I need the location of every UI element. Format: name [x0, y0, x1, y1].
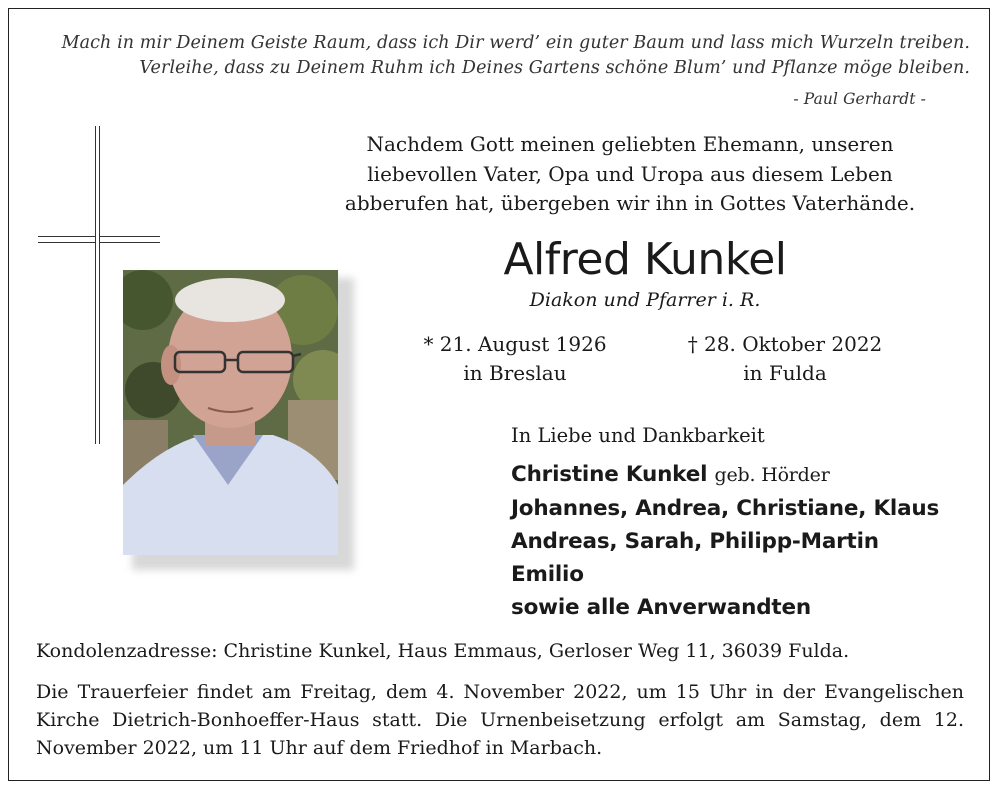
portrait-illustration	[123, 270, 338, 555]
mourner-line: Emilio	[511, 562, 584, 587]
death-place: in Fulda	[743, 361, 827, 385]
death-info	[655, 330, 915, 388]
portrait-photo	[123, 270, 338, 555]
cross-icon-bar	[38, 236, 160, 243]
intro-line: Nachdem Gott meinen geliebten Ehemann, unseren	[366, 132, 894, 156]
funeral-details: Die Trauerfeier findet am Freitag, dem 4. November 2022, um 15 Uhr in der Evangelischen Kirche Dietrich-Bonhoeffer-Haus statt. Die Urnenbeisetzung erfolgt am Samstag, dem 12. November 2022, um 11 Uhr auf dem Friedhof in Marbach.	[36, 681, 964, 759]
intro-text	[340, 130, 920, 219]
birth-date: * 21. August 1926	[423, 332, 607, 356]
quote-author: - Paul Gerhardt -	[793, 90, 926, 108]
condolence-address: Kondolenzadresse: Christine Kunkel, Haus Emmaus, Gerloser Weg 11, 36039 Fulda.	[36, 640, 850, 662]
deceased-name: Alfred Kunkel	[503, 234, 787, 285]
mourner-line: Andreas, Sarah, Philipp-Martin	[511, 529, 879, 554]
death-date: † 28. Oktober 2022	[687, 332, 883, 356]
mourner-line: Johannes, Andrea, Christiane, Klaus	[511, 496, 940, 521]
birth-info	[400, 330, 630, 388]
cross-icon	[95, 126, 100, 444]
intro-line: liebevollen Vater, Opa und Uropa aus diesem Leben	[367, 161, 893, 186]
mourners-heading: In Liebe und Dankbarkeit	[511, 424, 765, 447]
spouse-maiden-name: geb. Hörder	[714, 464, 830, 486]
mourner-line: sowie alle Anverwandten	[511, 595, 811, 620]
spouse-name: Christine Kunkel	[511, 462, 708, 487]
intro-line: abberufen hat, übergeben wir ihn in Gottes Vaterhände.	[344, 191, 916, 215]
cross-icon-joint	[96, 236, 99, 243]
quote-line-2: Verleihe, dass zu Deinem Ruhm ich Deines Gartens schöne Blum’ und Pflanze möge bleiben.	[139, 58, 970, 78]
deceased-title: Diakon und Pfarrer i. R.	[529, 289, 761, 311]
birth-place: in Breslau	[463, 361, 567, 385]
mourners-list	[511, 458, 939, 624]
quote-line-1: Mach in mir Deinem Geiste Raum, dass ich Dir werd’ ein guter Baum und lass mich Wurzeln treiben.	[61, 33, 970, 53]
mourner-line	[511, 458, 939, 492]
